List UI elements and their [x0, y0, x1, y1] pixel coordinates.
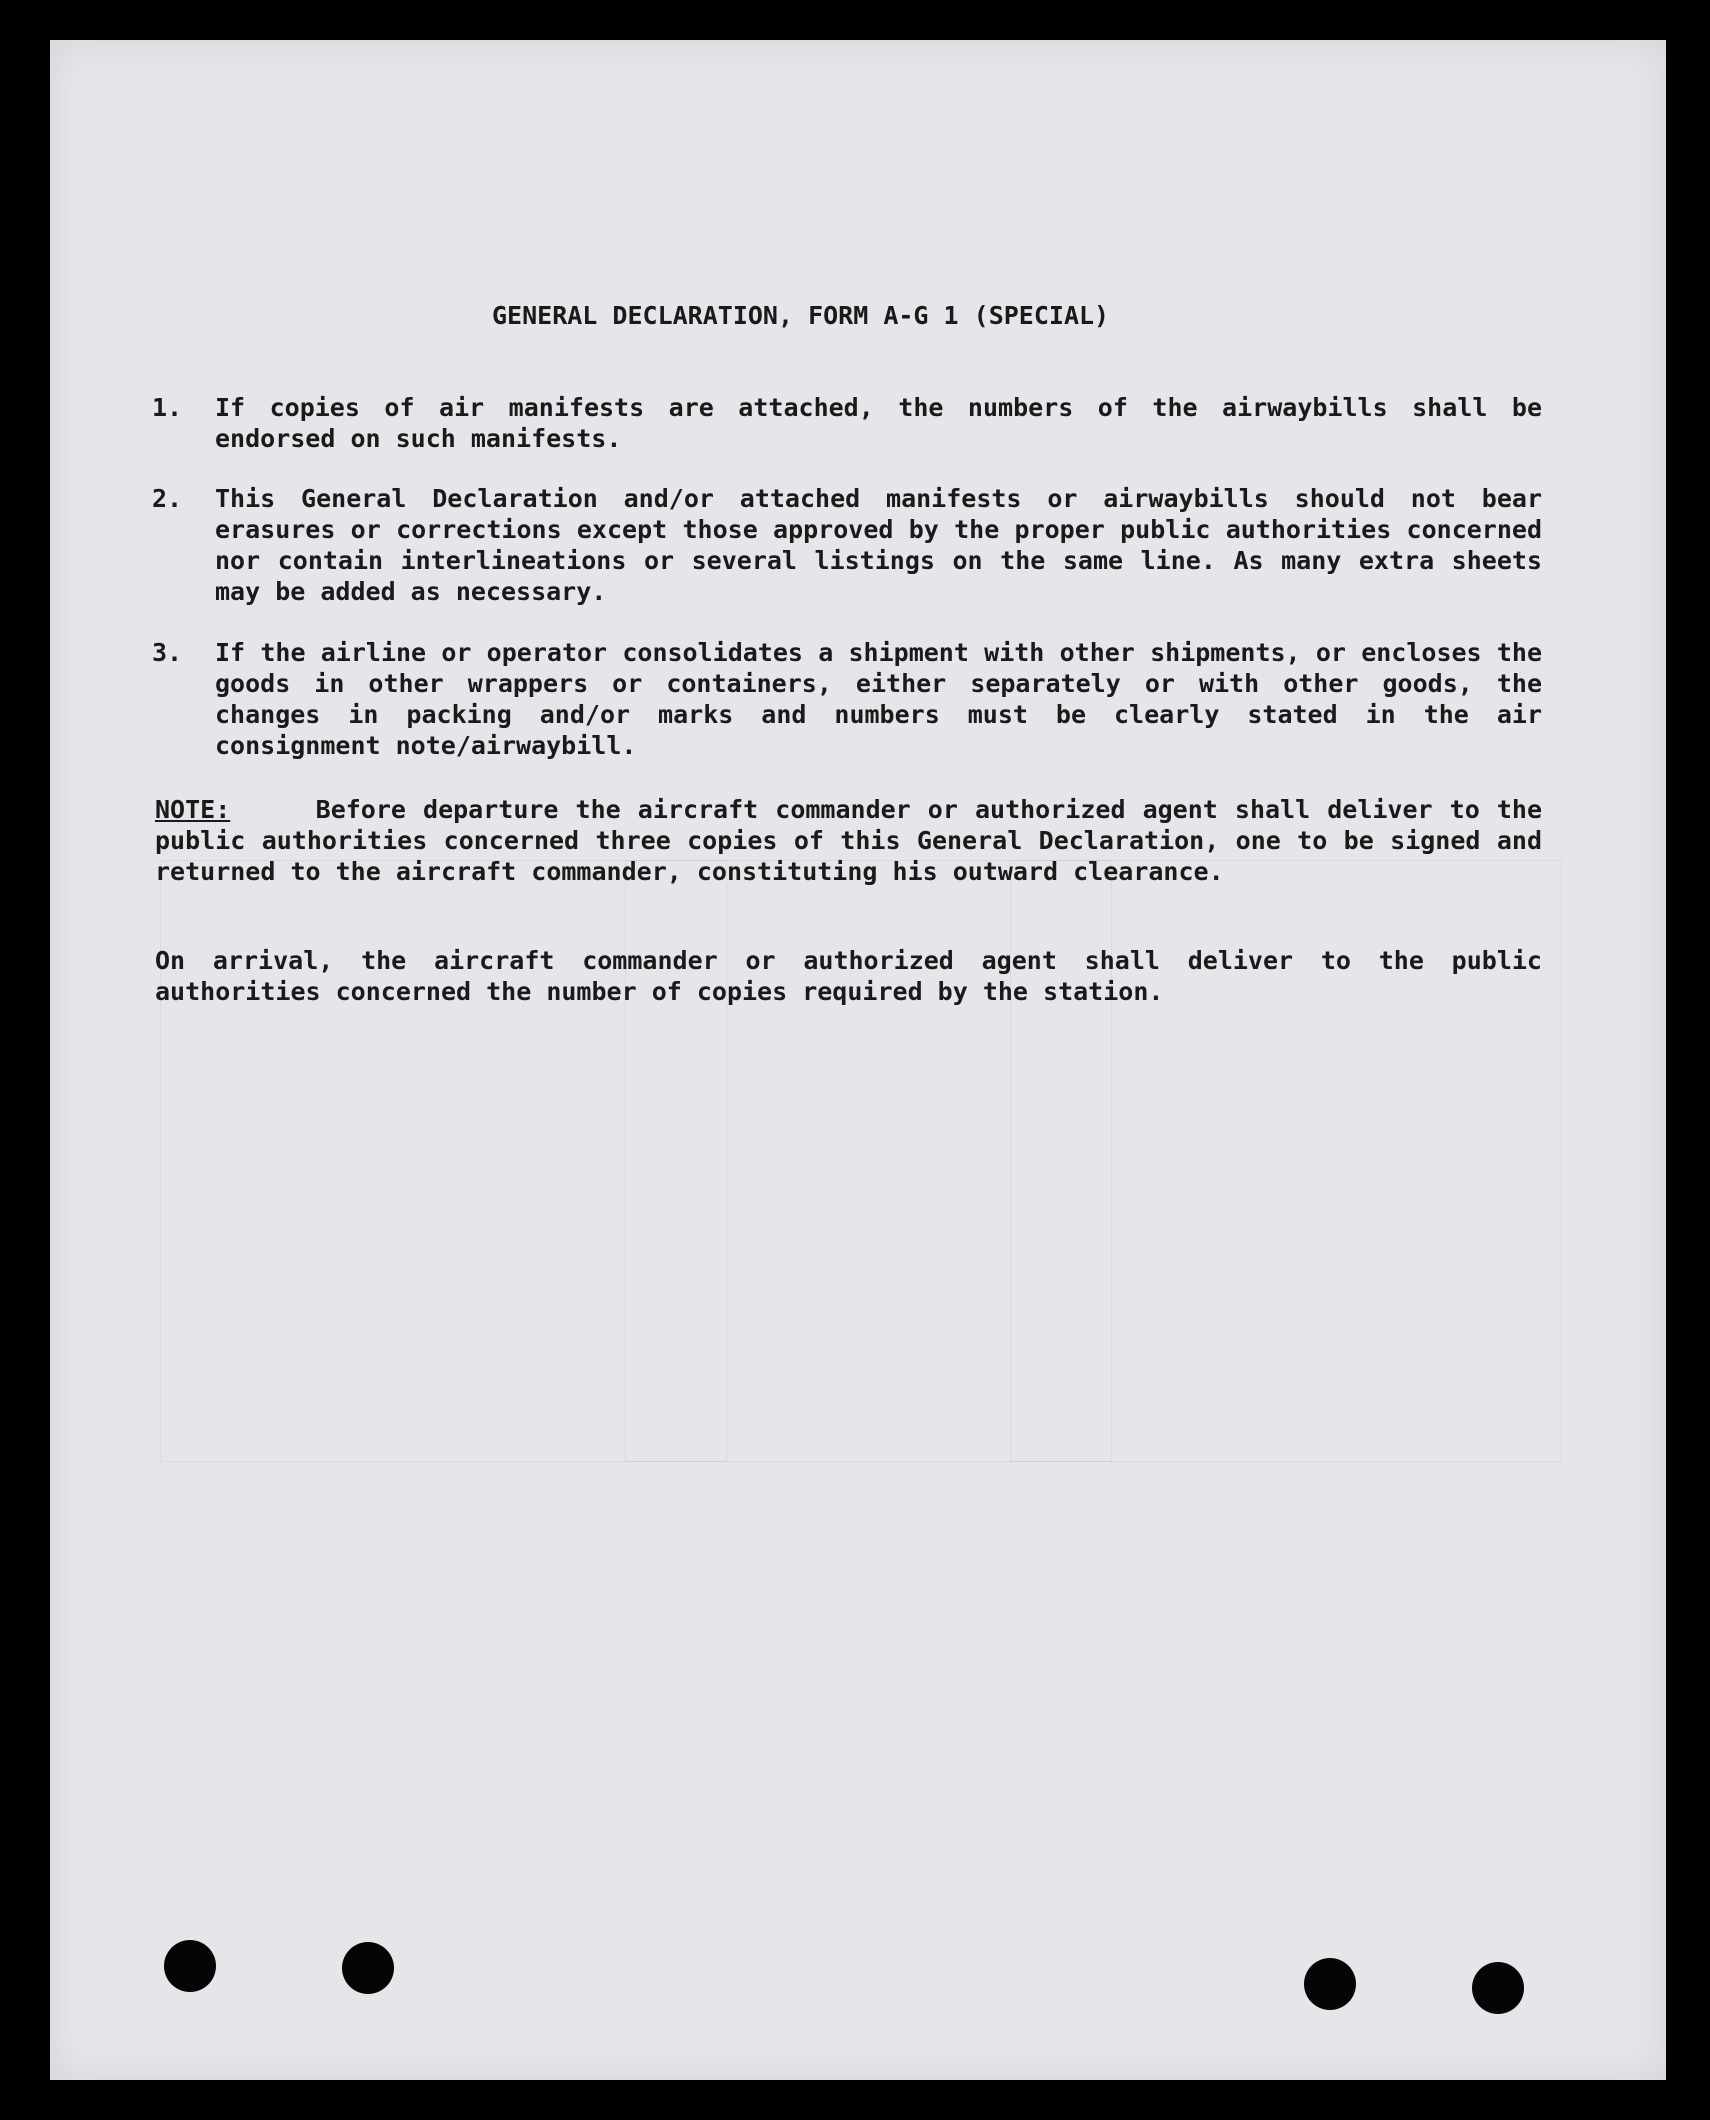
item-number: 2. [152, 484, 183, 513]
punch-hole [1472, 1962, 1524, 2014]
item-number: 3. [152, 638, 183, 667]
document-title: GENERAL DECLARATION, FORM A-G 1 (SPECIAL) [492, 301, 1110, 330]
paper-sheet [50, 40, 1666, 2080]
punch-hole [342, 1942, 394, 1994]
item-number: 1. [152, 393, 183, 422]
arrival-paragraph: On arrival, the aircraft commander or authorized agent shall deliver to the public authorities concerned the number of copies required by the station. [155, 946, 1542, 1006]
item-text: If the airline or operator consolidates a shipment with other shipments, or encloses the goods in other wrappers or containers, either separately or with other goods, the changes in packing and/or marks and numbers must be clearly stated in the air consignment note/airwaybill. [215, 638, 1542, 760]
item-text: If copies of air manifests are attached, the numbers of the airwaybills shall be endorsed on such manifests. [215, 393, 1542, 453]
item-text: This General Declaration and/or attached manifests or airwaybills should not bear erasures or corrections except those approved by the proper public authorities concerned nor contain interlineations or several listings on the same line. As many extra sheets may be added as necessary. [215, 484, 1542, 606]
note-text: Before departure the aircraft commander or authorized agent shall deliver to the public authorities concerned three copies of this General Declaration, one to be signed and returned to the aircraft commander, constituting his outward clearance. [155, 795, 1542, 886]
note-paragraph [155, 794, 1542, 887]
instruction-item-3 [152, 637, 1542, 763]
instruction-item-2 [152, 483, 1542, 609]
note-label: NOTE: [155, 795, 231, 824]
punch-hole [1304, 1958, 1356, 2010]
punch-hole [164, 1940, 216, 1992]
instruction-item-1 [152, 392, 1542, 456]
